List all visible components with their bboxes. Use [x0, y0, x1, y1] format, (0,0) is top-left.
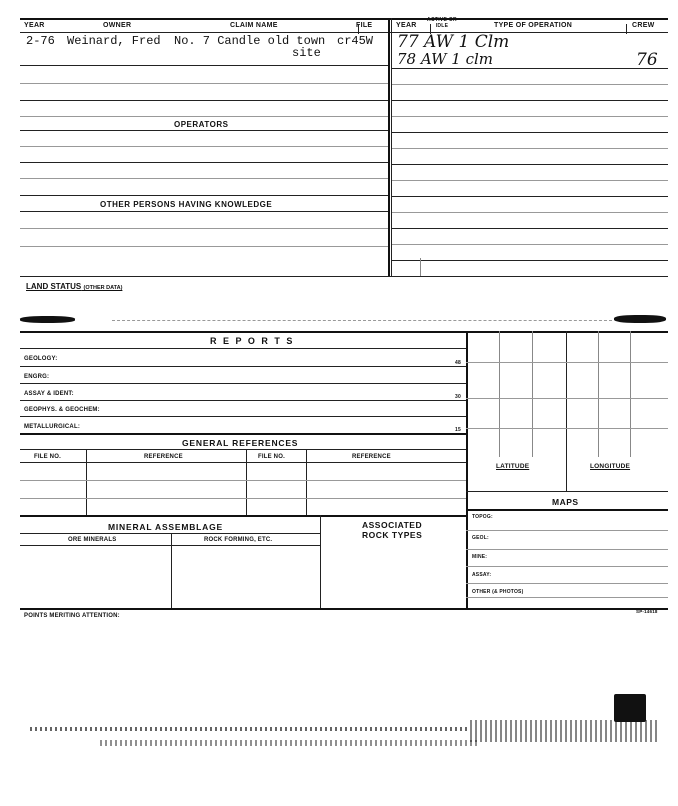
record-year: 2-76 [26, 34, 55, 48]
reports-metallurgical-label: METALLURGICAL: [24, 424, 81, 430]
header-file: FILE [356, 22, 373, 29]
lower-block-bottom [20, 608, 668, 610]
mineral-rule-2 [20, 545, 320, 546]
land-status-heading [26, 282, 122, 291]
latitude-label: LATITUDE [496, 463, 530, 470]
gr-reference-1: REFERENCE [144, 454, 183, 460]
maps-topog: TOPOG: [472, 514, 493, 520]
gr-file-no-1: FILE NO. [34, 454, 61, 460]
record-claim-name: No. 7 Candle old town [174, 34, 326, 48]
crew-col-tick [626, 24, 627, 34]
land-status-label: LAND STATUS [26, 282, 82, 291]
record-file: cr45W [337, 34, 374, 48]
ink-smudge-left [20, 316, 75, 323]
assoc-divider [320, 515, 321, 608]
ore-minerals-col: ORE MINERALS [68, 537, 117, 543]
maps-assay: ASSAY: [472, 572, 492, 578]
reports-geophys-label: GEOPHYS. & GEOCHEM: [24, 407, 100, 413]
scan-noise-1 [30, 727, 470, 731]
maps-geol: GEOL: [472, 535, 489, 541]
rock-types-heading: ROCK TYPES [362, 530, 423, 540]
file-col-tick [358, 24, 359, 34]
mineral-assemblage-heading: MINERAL ASSEMBLAGE [108, 522, 223, 532]
lower-divider [466, 331, 468, 609]
header-year-2: YEAR [396, 22, 417, 29]
reports-metallurgical-num: 15 [455, 427, 461, 433]
upper-divider-2 [391, 18, 392, 276]
scan-dark-blot [614, 694, 646, 722]
header-crew: CREW [632, 22, 655, 29]
lower-block-top [20, 331, 668, 333]
gr-reference-2: REFERENCE [352, 454, 391, 460]
associated-heading: ASSOCIATED [362, 520, 423, 530]
upper-divider [388, 18, 390, 276]
reports-assay-num: 30 [455, 394, 461, 400]
scan-noise-3 [470, 720, 660, 742]
gr-file-no-2: FILE NO. [258, 454, 285, 460]
reports-engrg-label: ENGRG: [24, 374, 50, 380]
reports-rule [20, 348, 466, 349]
mineral-col-divider [171, 533, 172, 608]
header-type-of-operation: TYPE OF OPERATION [494, 22, 573, 29]
land-status-note: (OTHER DATA) [83, 285, 123, 291]
points-meriting-attention: POINTS MERITING ATTENTION: [24, 613, 120, 619]
ink-smudge-right [614, 315, 666, 323]
reports-heading: R E P O R T S [210, 336, 295, 346]
rock-forming-col: ROCK FORMING, ETC. [204, 537, 273, 543]
maps-rule [466, 509, 668, 511]
reports-geology-label: GEOLOGY: [24, 356, 58, 362]
header-year: YEAR [24, 22, 45, 29]
maps-mine: MINE: [472, 554, 488, 560]
header-owner: OWNER [103, 22, 132, 29]
reports-assay-label: ASSAY & IDENT: [24, 391, 74, 397]
reports-geology-num: 48 [455, 360, 461, 366]
maps-other: OTHER (& PHOTOS) [472, 589, 524, 595]
handwritten-activity-1: 77 AW 1 Clm [397, 32, 510, 52]
record-claim-name-2: site [292, 46, 321, 60]
operators-heading: OPERATORS [174, 120, 229, 129]
land-status-line [112, 320, 612, 321]
mineral-rule [20, 533, 320, 534]
longitude-label: LONGITUDE [590, 463, 631, 470]
general-references-heading: GENERAL REFERENCES [182, 438, 299, 448]
record-owner: Weinard, Fred [67, 34, 161, 48]
form-number: SP-14618 [636, 609, 658, 614]
header-claim-name: CLAIM NAME [230, 22, 278, 29]
header-active-idle: ACTIVE OR IDLE [427, 17, 457, 29]
maps-heading: MAPS [552, 497, 579, 507]
handwritten-crew: 76 [636, 50, 658, 70]
scan-noise-2 [100, 740, 480, 746]
handwritten-activity-2: 78 AW 1 clm [397, 50, 493, 68]
other-persons-heading: OTHER PERSONS HAVING KNOWLEDGE [100, 200, 273, 209]
